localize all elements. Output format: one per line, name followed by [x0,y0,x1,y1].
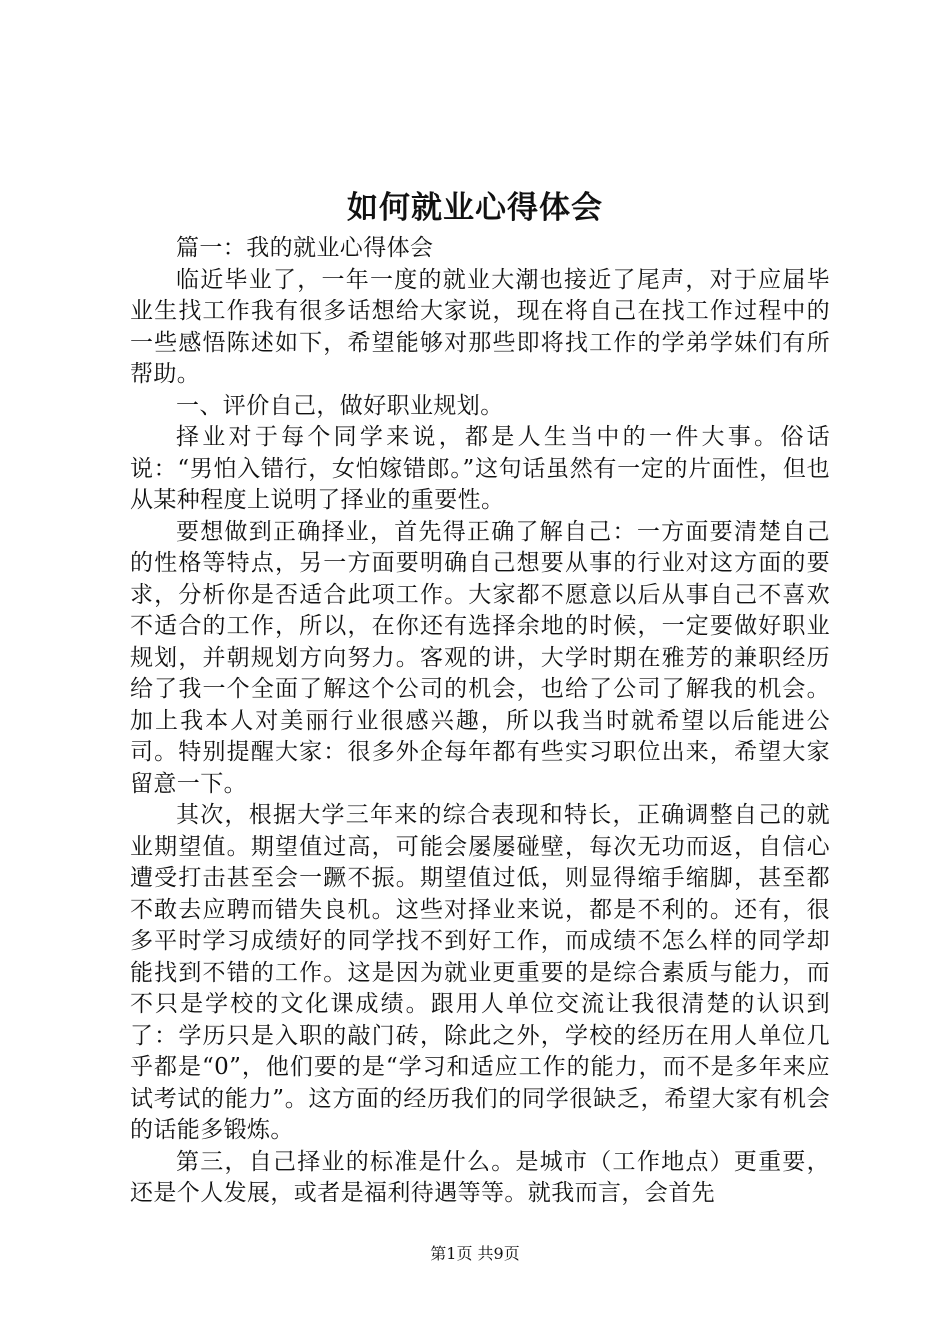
paragraph-section-heading: 篇一：我的就业心得体会 [176,235,434,261]
paragraph-point-one-heading: 一、评价自己，做好职业规划。 [176,392,504,419]
page-number-footer: 第1页 共9页 [430,1244,520,1263]
document-body [130,233,830,1210]
paragraph-career-choice: 择业对于每个同学来说，都是人生当中的一件大事。俗话说：“男怕入错行，女怕嫁错郎。”这句话虽然有一定的片面性，但也从某种程度上说明了择业的重要性。 [130,424,830,513]
paragraph-expectations: 其次，根据大学三年来的综合表现和特长，正确调整自己的就业期望值。期望值过高，可能会屡屡碰壁，每次无功而返，自信心遭受打击甚至会一蹶不振。期望值过低，则显得缩手缩脚，甚至都不敢去应聘而错失良机。这些对择业来说，都是不利的。还有，很多平时学习成绩好的同学找不到好工作，而成绩不怎么样的同学却能找到不错的工作。这是因为就业更重要的是综合素质与能力，而不只是学校的文化课成绩。跟用人单位交流让我很清楚的认识到了：学历只是入职的敲门砖，除此之外，学校的经历在用人单位几乎都是“0”，他们要的是“学习和适应工作的能力，而不是多年来应试考试的能力”。这方面的经历我们的同学很缺乏，希望大家有机会的话能多锻炼。 [130,802,830,1143]
document-title: 如何就业心得体会 [347,190,603,226]
paragraph-intro: 临近毕业了，一年一度的就业大潮也接近了尾声，对于应届毕业生找工作我有很多话想给大家说，现在将自己在找工作过程中的一些感悟陈述如下，希望能够对那些即将找工作的学弟学妹们有所帮助。 [130,266,830,387]
paragraph-standards: 第三，自己择业的标准是什么。是城市（工作地点）更重要，还是个人发展，或者是福利待遇等等。就我而言，会首先 [130,1148,830,1206]
paragraph-know-yourself: 要想做到正确择业，首先得正确了解自己：一方面要清楚自己的性格等特点，另一方面要明确自己想要从事的行业对这方面的要求，分析你是否适合此项工作。大家都不愿意以后从事自己不喜欢不适合的工作，所以，在你还有选择余地的时候，一定要做好职业规划，并朝规划方向努力。客观的讲，大学时期在雅芳的兼职经历给了我一个全面了解这个公司的机会，也给了公司了解我的机会。加上我本人对美丽行业很感兴趣，所以我当时就希望以后能进公司。特别提醒大家：很多外企每年都有些实习职位出来，希望大家留意一下。 [130,518,830,797]
